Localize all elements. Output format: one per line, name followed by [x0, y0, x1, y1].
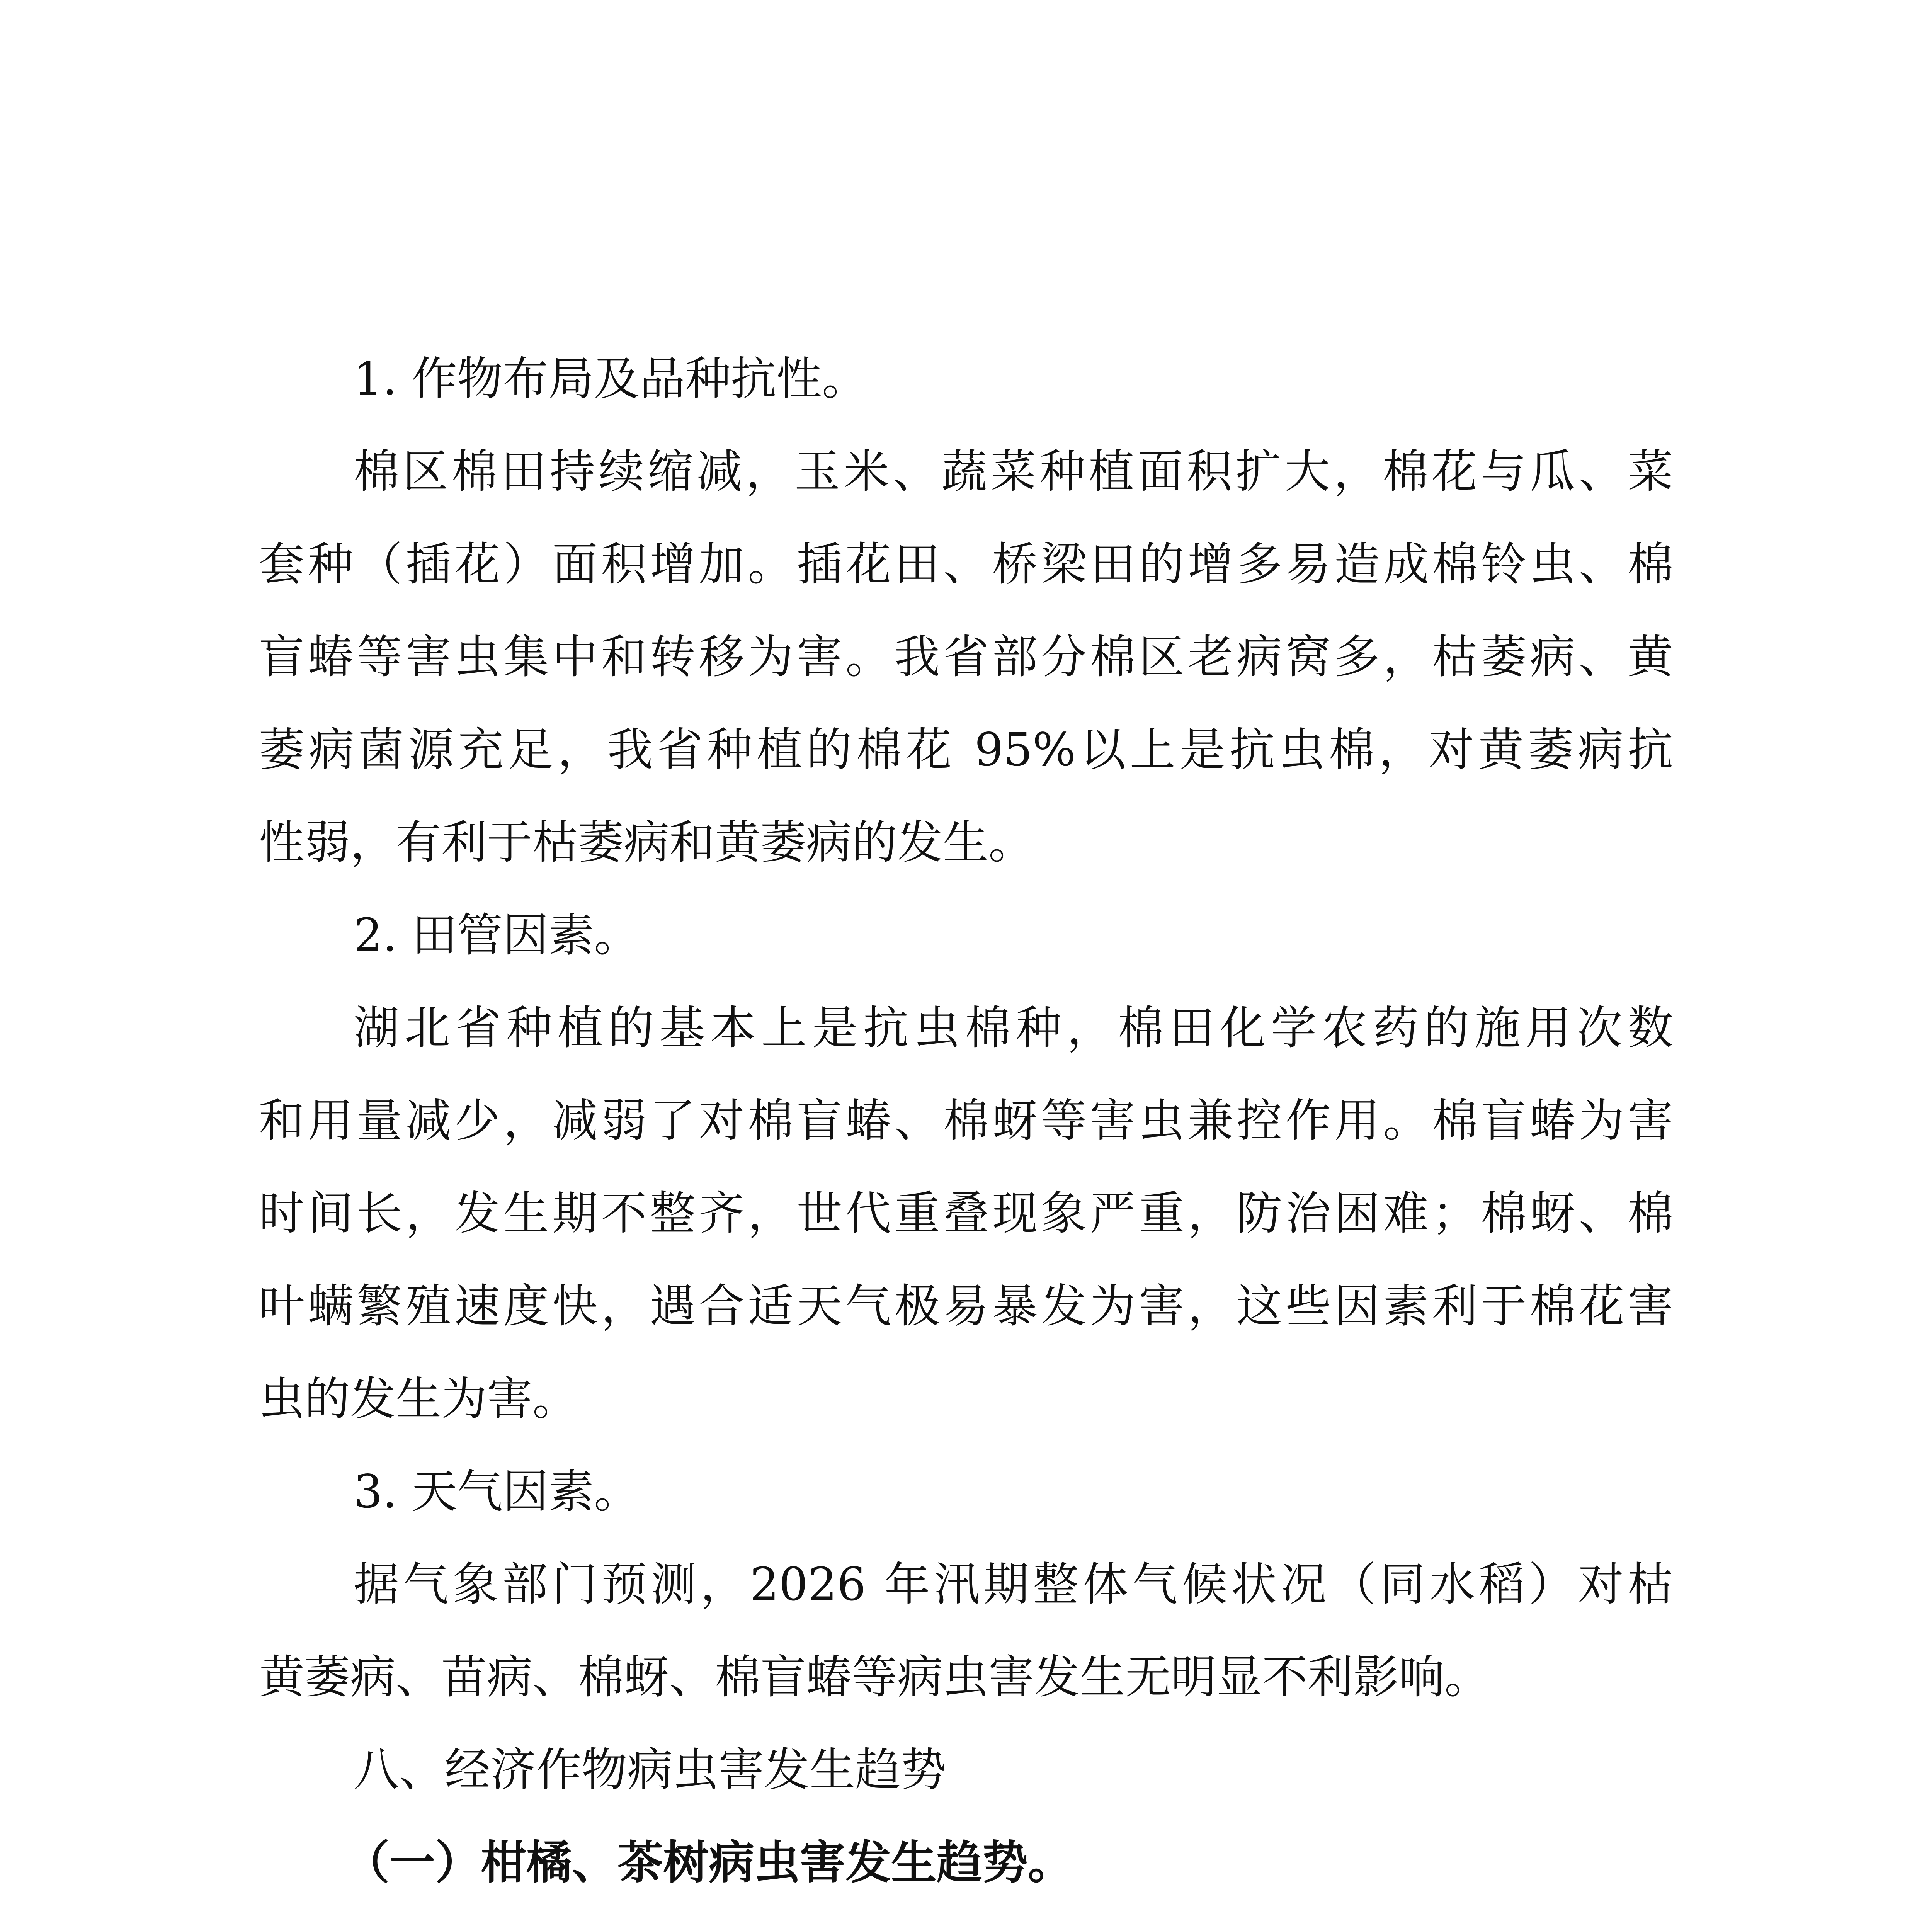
paragraph-line: 据气象部门预测，2026 年汛期整体气候状况（同水稻）对枯	[354, 1558, 1673, 1611]
paragraph-line: 时间长，发生期不整齐，世代重叠现象严重，防治困难；棉蚜、棉	[259, 1187, 1673, 1240]
paragraph-line: 棉区棉田持续缩减，玉米、蔬菜种植面积扩大，棉花与瓜、菜	[354, 445, 1673, 498]
paragraph-line: 湖北省种植的基本上是抗虫棉种，棉田化学农药的施用次数	[354, 1001, 1673, 1054]
subsection-heading-citrus-tea: （一）柑橘、茶树病虫害发生趋势。	[344, 1835, 1074, 1889]
paragraph-line: 和用量减少，减弱了对棉盲蝽、棉蚜等害虫兼控作用。棉盲蝽为害	[259, 1094, 1673, 1147]
section-3-heading: 3. 天气因素。	[354, 1465, 640, 1518]
paragraph-line: 叶螨繁殖速度快，遇合适天气极易暴发为害，这些因素利于棉花害	[259, 1279, 1673, 1333]
section-1-heading: 1. 作物布局及品种抗性。	[354, 352, 868, 405]
chapter-heading-eight: 八、经济作物病虫害发生趋势	[354, 1743, 947, 1796]
paragraph-line: 性弱，有利于枯萎病和黄萎病的发生。	[259, 816, 1034, 869]
section-2-heading: 2. 田管因素。	[354, 908, 640, 962]
paragraph-line: 萎病菌源充足，我省种植的棉花 95%以上是抗虫棉，对黄萎病抗	[259, 723, 1673, 776]
paragraph-line: 套种（插花）面积增加。插花田、桥梁田的增多易造成棉铃虫、棉	[259, 537, 1673, 591]
paragraph-line: 虫的发生为害。	[259, 1372, 578, 1425]
paragraph-line: 黄萎病、苗病、棉蚜、棉盲蝽等病虫害发生无明显不利影响。	[259, 1650, 1490, 1704]
paragraph-line: 盲蝽等害虫集中和转移为害。我省部分棉区老病窝多，枯萎病、黄	[259, 630, 1673, 684]
